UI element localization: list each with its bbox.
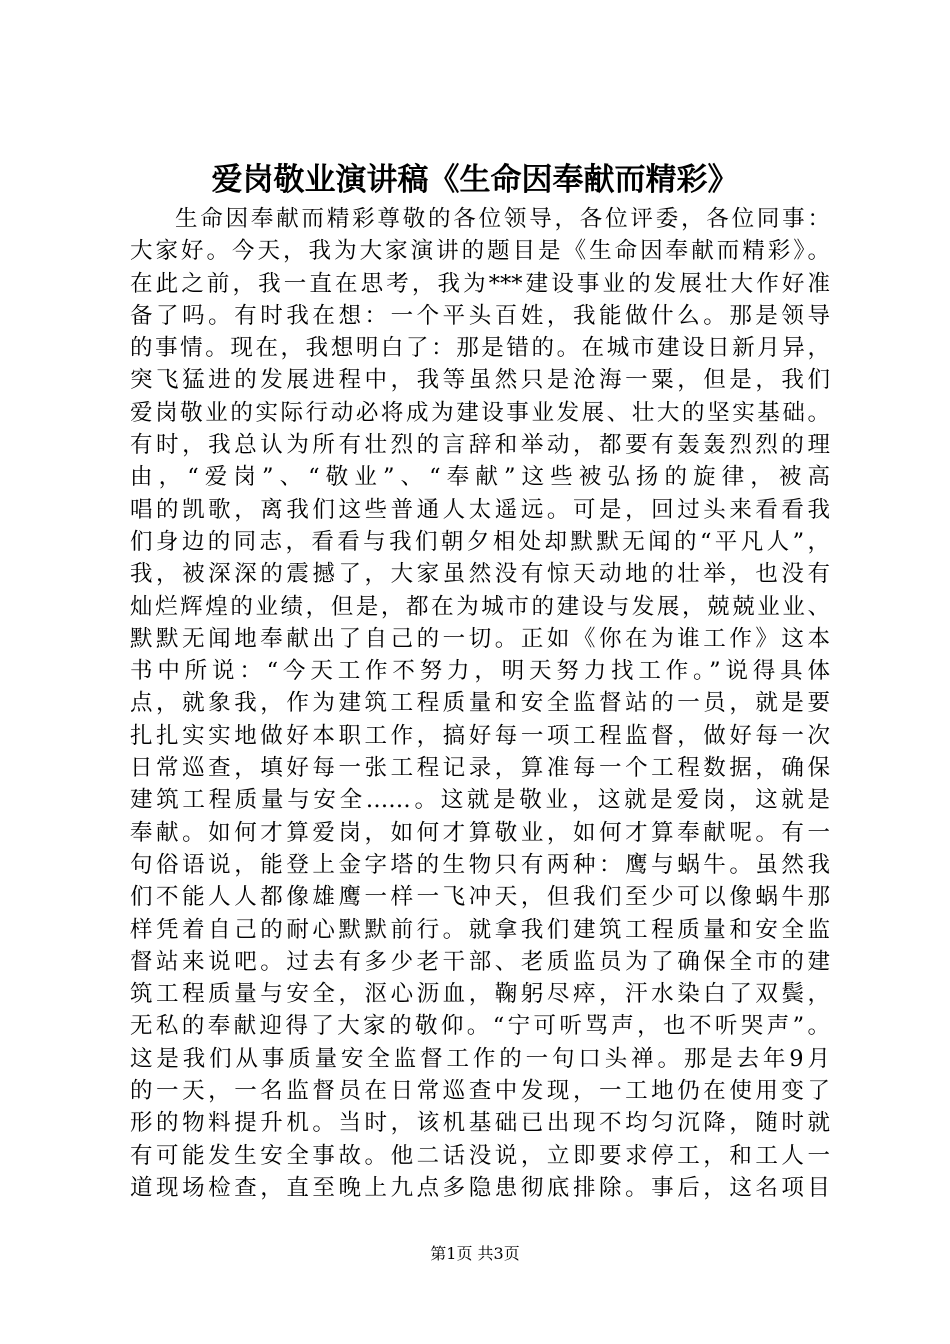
text-line: 在此之前，我一直在思考，我为***建设事业的发展壮大作好准 <box>130 270 830 297</box>
page-number: 第1页 共3页 <box>430 1244 520 1263</box>
text-line: 灿烂辉煌的业绩，但是，都在为城市的建设与发展，兢兢业业、 <box>130 593 830 620</box>
text-line: 无私的奉献迎得了大家的敬仰。“宁可听骂声，也不听哭声”。 <box>130 1013 830 1040</box>
text-line: 备了吗。有时我在想：一个平头百姓，我能做什么。那是领导 <box>130 302 830 329</box>
text-line: 书中所说：“今天工作不努力，明天努力找工作。”说得具体 <box>130 658 830 685</box>
text-line: 点，就象我，作为建筑工程质量和安全监督站的一员，就是要 <box>130 690 830 717</box>
text-line: 有可能发生安全事故。他二话没说，立即要求停工，和工人一 <box>130 1142 830 1169</box>
text-line: 督站来说吧。过去有多少老干部、老质监员为了确保全市的建 <box>130 948 830 975</box>
text-line: 的事情。现在，我想明白了：那是错的。在城市建设日新月异， <box>130 335 830 362</box>
text-line: 建筑工程质量与安全……。这就是敬业，这就是爱岗，这就是 <box>130 787 830 814</box>
text-line: 唱的凯歌，离我们这些普通人太遥远。可是，回过头来看看我 <box>130 496 830 523</box>
text-line: 们身边的同志，看看与我们朝夕相处却默默无闻的“平凡人”， <box>130 528 830 555</box>
text-line: 由，“爱岗”、“敬业”、“奉献”这些被弘扬的旋律，被高 <box>130 464 830 491</box>
text-line: 筑工程质量与安全，沤心沥血，鞠躬尽瘁，汗水染白了双鬓， <box>130 981 830 1008</box>
text-line: 形的物料提升机。当时，该机基础已出现不均匀沉降，随时就 <box>130 1110 830 1137</box>
text-line: 我，被深深的震撼了，大家虽然没有惊天动地的壮举，也没有 <box>130 561 830 588</box>
text-line: 大家好。今天，我为大家演讲的题目是《生命因奉献而精彩》。 <box>130 238 830 265</box>
text-line: 这是我们从事质量安全监督工作的一句口头禅。那是去年9月 <box>130 1045 830 1072</box>
text-line: 样凭着自己的耐心默默前行。就拿我们建筑工程质量和安全监 <box>130 916 830 943</box>
text-line: 爱岗敬业的实际行动必将成为建设事业发展、壮大的坚实基础。 <box>130 399 830 426</box>
text-line: 默默无闻地奉献出了自己的一切。正如《你在为谁工作》这本 <box>130 625 830 652</box>
text-line: 日常巡查，填好每一张工程记录，算准每一个工程数据，确保 <box>130 755 830 782</box>
text-line: 有时，我总认为所有壮烈的言辞和举动，都要有轰轰烈烈的理 <box>130 432 830 459</box>
text-line: 们不能人人都像雄鹰一样一飞冲天，但我们至少可以像蜗牛那 <box>130 884 830 911</box>
text-line: 生命因奉献而精彩尊敬的各位领导，各位评委，各位同事： <box>175 206 830 232</box>
text-line: 突飞猛进的发展进程中，我等虽然只是沧海一粟，但是，我们 <box>130 367 830 394</box>
body-text <box>130 203 830 1204</box>
text-line: 的一天，一名监督员在日常巡查中发现，一工地仍在使用变了 <box>130 1078 830 1105</box>
text-line: 道现场检查，直至晚上九点多隐患彻底排除。事后，这名项目 <box>130 1174 830 1201</box>
document-title: 爱岗敬业演讲稿《生命因奉献而精彩》 <box>211 162 739 198</box>
text-line: 奉献。如何才算爱岗，如何才算敬业，如何才算奉献呢。有一 <box>130 819 830 846</box>
text-line: 扎扎实实地做好本职工作，搞好每一项工程监督，做好每一次 <box>130 722 830 749</box>
text-line: 句俗语说，能登上金字塔的生物只有两种：鹰与蜗牛。虽然我 <box>130 851 830 878</box>
